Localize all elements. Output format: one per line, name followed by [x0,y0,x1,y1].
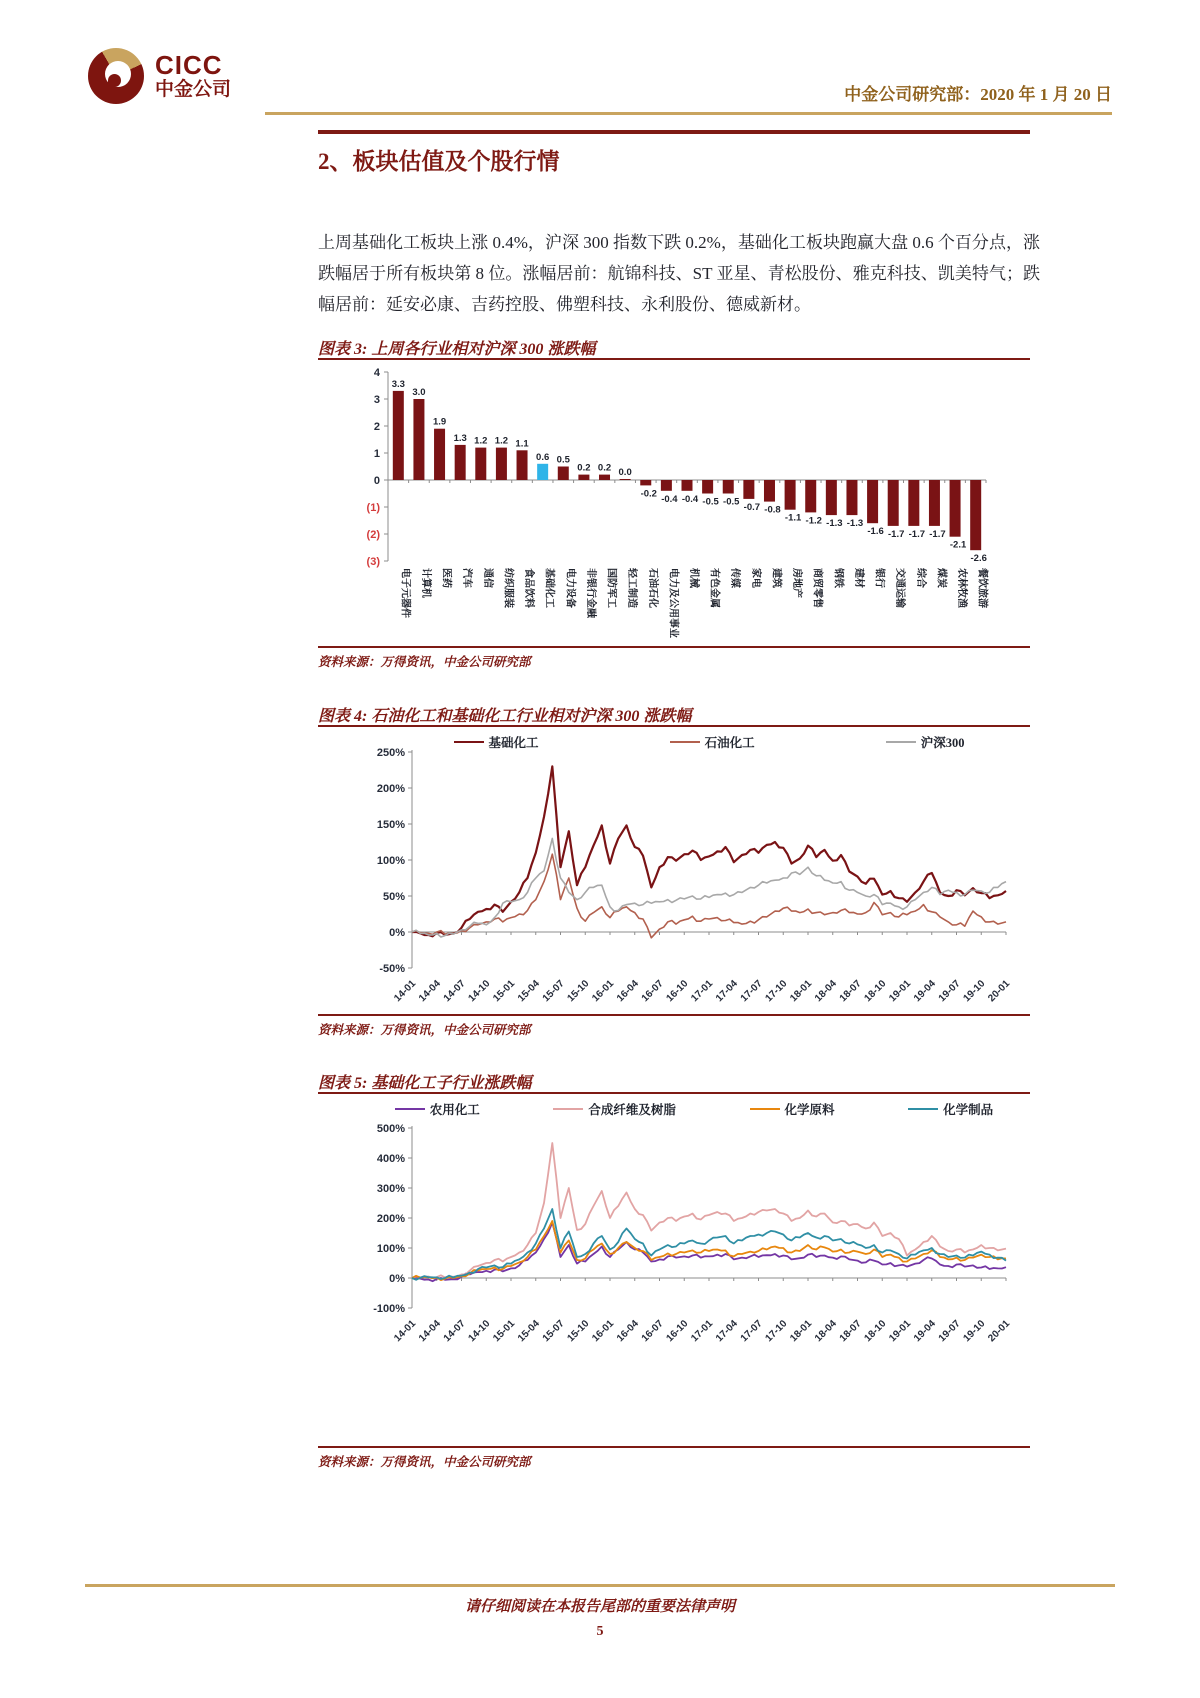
svg-text:15-10: 15-10 [565,1318,592,1345]
figure3-source-rule [318,646,1030,648]
svg-text:电力及公用事业: 电力及公用事业 [667,568,679,638]
svg-text:100%: 100% [376,855,405,867]
svg-text:16-07: 16-07 [639,1318,666,1345]
logo-text-cn: 中金公司 [155,78,232,100]
section-rule [318,130,1030,134]
svg-text:综合: 综合 [914,568,926,588]
svg-text:-1.7: -1.7 [929,528,946,540]
svg-text:16-07: 16-07 [639,978,666,1005]
svg-text:15-07: 15-07 [540,1318,567,1345]
svg-text:19-10: 19-10 [961,1318,988,1345]
figure3-title: 图表 3: 上周各行业相对沪深 300 涨跌幅 [318,341,596,358]
figure5-title: 图表 5: 基础化工子行业涨跌幅 [318,1075,532,1092]
svg-text:19-10: 19-10 [961,978,988,1005]
svg-text:15-01: 15-01 [491,1318,518,1345]
svg-text:1: 1 [373,448,380,460]
svg-text:银行: 银行 [873,568,885,588]
svg-text:18-10: 18-10 [862,978,889,1005]
legend-item-农用化工 [395,1100,480,1118]
svg-text:-0.4: -0.4 [661,493,678,505]
figure4-title: 图表 4: 石油化工和基础化工行业相对沪深 300 涨跌幅 [318,708,692,725]
svg-text:16-04: 16-04 [615,1318,641,1345]
svg-text:1.3: 1.3 [453,432,467,444]
figure4-line-chart [318,748,1030,1010]
svg-text:18-10: 18-10 [862,1318,889,1345]
svg-text:19-07: 19-07 [936,1318,963,1345]
svg-text:50%: 50% [382,891,405,903]
svg-text:3: 3 [373,394,380,406]
svg-text:500%: 500% [376,1123,405,1135]
svg-text:(2): (2) [366,529,380,541]
svg-text:煤炭: 煤炭 [935,568,947,588]
svg-text:汽车: 汽车 [461,568,473,588]
legend-item-合成纤维及树脂 [553,1100,676,1118]
cicc-logo-icon [88,48,144,104]
svg-text:0: 0 [373,475,380,487]
svg-text:-2.6: -2.6 [970,553,987,565]
svg-text:14-10: 14-10 [466,1318,493,1345]
svg-text:14-07: 14-07 [441,978,468,1005]
svg-text:传媒: 传媒 [729,568,741,588]
svg-text:1.2: 1.2 [474,435,488,447]
svg-text:16-04: 16-04 [615,978,641,1005]
svg-text:17-10: 17-10 [763,1318,790,1345]
svg-text:17-07: 17-07 [738,978,765,1005]
svg-text:15-07: 15-07 [540,978,567,1005]
svg-text:18-04: 18-04 [813,1318,839,1345]
svg-text:17-04: 17-04 [714,1318,740,1345]
svg-text:300%: 300% [376,1183,405,1195]
svg-text:-1.3: -1.3 [846,518,864,530]
cicc-logo-text [155,49,232,101]
svg-text:15-01: 15-01 [491,978,518,1005]
svg-text:17-01: 17-01 [689,978,716,1005]
header-gold-rule [265,112,1112,115]
svg-text:100%: 100% [376,1243,405,1255]
svg-text:0.0: 0.0 [618,467,632,478]
svg-text:14-04: 14-04 [417,1318,443,1345]
svg-text:房地产: 房地产 [791,568,803,598]
svg-text:19-07: 19-07 [936,978,963,1005]
svg-text:(3): (3) [366,556,380,568]
svg-text:18-07: 18-07 [837,1318,864,1345]
figure5-line-chart [318,1120,1030,1370]
svg-text:农林牧渔: 农林牧渔 [956,568,968,608]
svg-text:商贸零售: 商贸零售 [811,568,823,608]
svg-text:1.9: 1.9 [432,416,447,428]
svg-text:医药: 医药 [440,568,452,588]
svg-text:(1): (1) [366,502,380,514]
header-dept-date: 中金公司研究部：2020 年 1 月 20 日 [844,85,1112,104]
svg-text:-0.5: -0.5 [723,496,740,508]
svg-text:14-04: 14-04 [417,978,443,1005]
svg-text:4: 4 [373,367,380,379]
svg-text:通信: 通信 [481,568,493,588]
svg-text:17-10: 17-10 [763,978,790,1005]
svg-text:电子元器件: 电子元器件 [399,568,411,618]
svg-text:18-04: 18-04 [813,978,839,1005]
figure5-source-rule [318,1446,1030,1448]
svg-text:1.1: 1.1 [515,438,529,450]
figure5-title-rule [318,1092,1030,1094]
legend-swatch [908,1108,938,1110]
svg-text:14-01: 14-01 [392,1318,419,1345]
svg-text:17-07: 17-07 [738,1318,765,1345]
svg-text:非银行金融: 非银行金融 [584,568,596,618]
svg-text:-0.4: -0.4 [681,493,699,505]
legend-swatch [670,741,700,743]
figure4-source: 资料来源：万得资讯，中金公司研究部 [318,1023,531,1037]
svg-text:15-10: 15-10 [565,978,592,1005]
svg-text:-1.3: -1.3 [826,518,843,530]
svg-text:有色金属: 有色金属 [708,568,720,608]
svg-text:建材: 建材 [852,568,864,588]
svg-text:19-04: 19-04 [912,1318,938,1345]
svg-text:0.2: 0.2 [597,462,612,474]
svg-text:19-01: 19-01 [887,1318,914,1345]
svg-text:14-10: 14-10 [466,978,493,1005]
svg-text:基础化工: 基础化工 [543,568,555,608]
legend-label: 沪深300 [920,736,965,750]
svg-text:15-04: 15-04 [516,978,542,1005]
svg-text:150%: 150% [376,819,405,831]
svg-text:餐饮旅游: 餐饮旅游 [976,568,988,608]
legend-label: 合成纤维及树脂 [588,1103,676,1117]
logo-text-cicc: CICC [155,49,223,80]
section-title: 2、板块估值及个股行情 [318,149,560,174]
svg-text:14-07: 14-07 [441,1318,468,1345]
svg-text:250%: 250% [376,747,405,759]
svg-text:-1.7: -1.7 [908,528,926,540]
svg-text:国防军工: 国防军工 [605,568,617,608]
svg-text:-0.7: -0.7 [743,501,761,513]
svg-text:16-01: 16-01 [590,978,617,1005]
svg-text:电力设备: 电力设备 [564,568,576,608]
svg-text:钢铁: 钢铁 [832,568,844,588]
svg-text:-2.1: -2.1 [949,539,967,551]
figure5-source: 资料来源：万得资讯，中金公司研究部 [318,1455,531,1469]
legend-swatch [454,741,484,743]
svg-text:16-10: 16-10 [664,978,691,1005]
svg-text:0.2: 0.2 [577,462,591,474]
svg-text:400%: 400% [376,1153,405,1165]
svg-text:200%: 200% [376,783,405,795]
svg-text:轻工制造: 轻工制造 [626,568,638,608]
figure5-legend [318,1100,1030,1118]
footer-disclaimer: 请仔细阅读在本报告尾部的重要法律声明 [464,1599,735,1615]
svg-text:-1.6: -1.6 [867,526,884,538]
legend-label: 化学原料 [784,1103,835,1117]
svg-text:交通运输: 交通运输 [894,568,906,608]
figure3-bar-chart [318,362,1030,644]
svg-text:食品饮料: 食品饮料 [523,568,535,608]
svg-text:19-01: 19-01 [887,978,914,1005]
svg-text:20-01: 20-01 [986,978,1013,1005]
legend-label: 石油化工 [704,736,755,750]
body-paragraph: 上周基础化工板块上涨 0.4%，沪深 300 指数下跌 0.2%，基础化工板块跑赢大盘 0.6 个百分点，涨跌幅居于所有板块第 8 位。涨幅居前：航锦科技、ST 亚星、青松股份、雅克科技、凯美特气；跌幅居前：延安必康、吉药控股、佛塑科技、永利股份、德威新材。 [318,233,1040,314]
legend-label: 基础化工 [488,736,539,750]
svg-text:-0.8: -0.8 [764,504,781,516]
legend-swatch [395,1108,425,1110]
svg-text:-1.7: -1.7 [888,528,905,540]
legend-item-化学制品 [908,1100,993,1118]
svg-text:16-01: 16-01 [590,1318,617,1345]
legend-swatch [553,1108,583,1110]
svg-text:3.0: 3.0 [412,387,426,398]
svg-text:机械: 机械 [688,568,699,588]
legend-label: 化学制品 [943,1103,994,1117]
svg-text:0%: 0% [389,927,405,939]
cicc-logo [88,48,231,104]
svg-text:-0.2: -0.2 [640,488,657,500]
svg-text:-1.1: -1.1 [784,512,802,524]
figure4-title-rule [318,725,1030,727]
svg-text:1.2: 1.2 [494,435,509,447]
legend-label: 农用化工 [429,1103,480,1117]
svg-text:14-01: 14-01 [392,978,419,1005]
svg-text:2: 2 [373,421,380,433]
svg-text:建筑: 建筑 [770,568,782,588]
svg-text:-0.5: -0.5 [702,496,719,508]
svg-text:计算机: 计算机 [419,568,431,598]
figure3-source: 资料来源：万得资讯，中金公司研究部 [318,655,531,669]
svg-text:18-07: 18-07 [837,978,864,1005]
figure3-title-rule [318,358,1030,360]
footer-gold-rule [85,1584,1115,1587]
legend-swatch [886,741,916,743]
svg-text:17-01: 17-01 [689,1318,716,1345]
footer-page-number: 5 [596,1624,604,1639]
svg-text:20-01: 20-01 [986,1318,1013,1345]
svg-text:16-10: 16-10 [664,1318,691,1345]
svg-text:3.3: 3.3 [391,378,405,390]
svg-text:17-04: 17-04 [714,978,740,1005]
legend-item-化学原料 [750,1100,835,1118]
svg-text:15-04: 15-04 [516,1318,542,1345]
svg-text:0%: 0% [389,1273,405,1285]
svg-text:19-04: 19-04 [912,978,938,1005]
svg-text:家电: 家电 [749,568,761,588]
svg-text:-1.2: -1.2 [805,515,822,527]
legend-swatch [750,1108,780,1110]
svg-text:18-01: 18-01 [788,978,815,1005]
figure4-source-rule [318,1014,1030,1016]
svg-text:18-01: 18-01 [788,1318,815,1345]
svg-text:-50%: -50% [379,963,405,975]
svg-text:0.6: 0.6 [536,451,550,463]
svg-text:-100%: -100% [373,1303,405,1315]
svg-text:0.5: 0.5 [556,454,570,466]
svg-text:200%: 200% [376,1213,405,1225]
svg-text:石油石化: 石油石化 [646,568,658,608]
svg-text:纺织服装: 纺织服装 [502,568,514,608]
